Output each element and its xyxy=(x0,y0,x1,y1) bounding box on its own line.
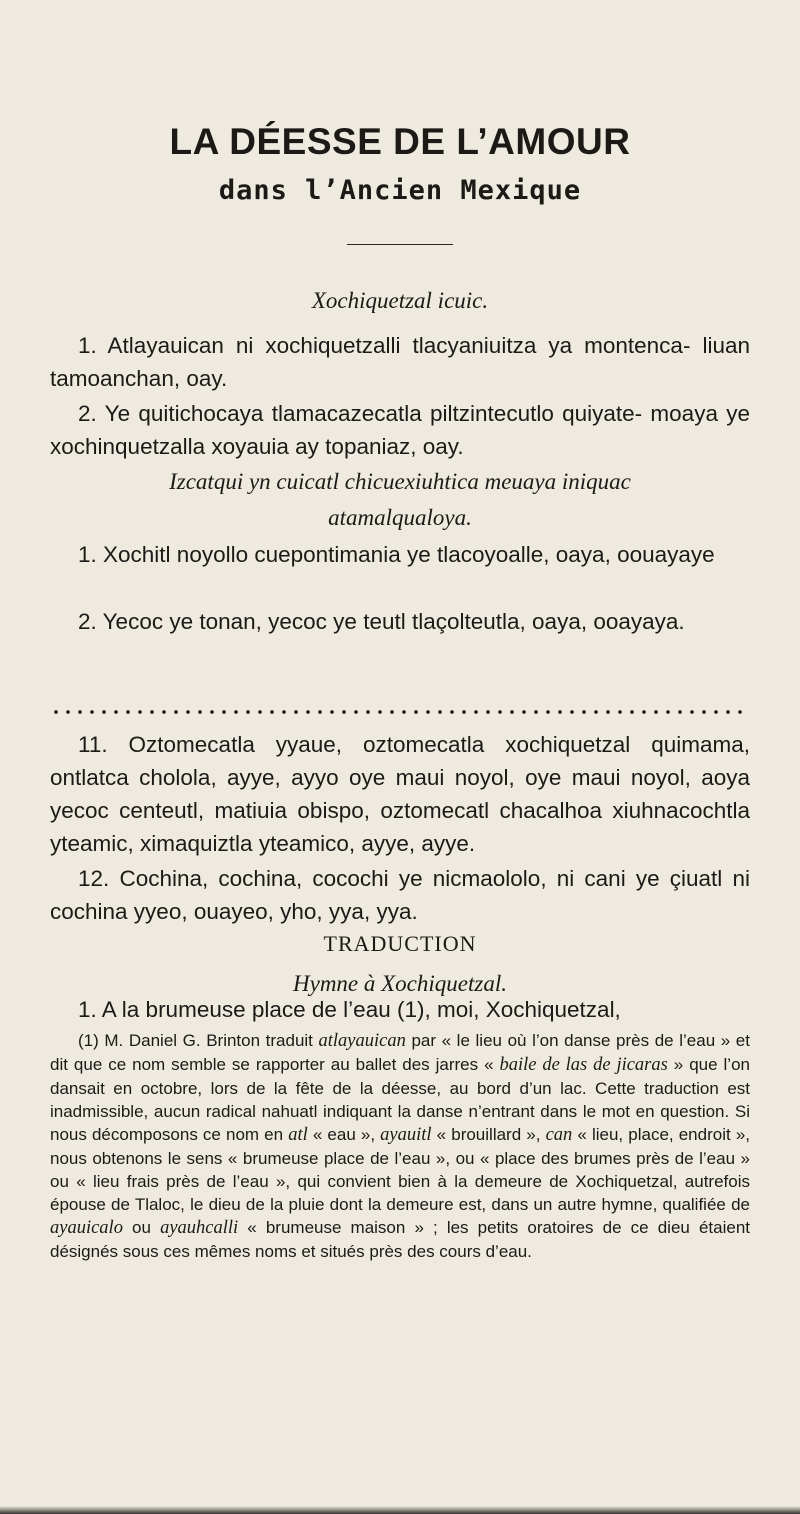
song-verse-12: 12. Cochina, cochina, cocochi ye nicmaololo, ni cani ye çiuatl ni cochina yyeo, ouayeo, yho, yya, yya. xyxy=(50,866,750,924)
title-rule xyxy=(347,244,453,245)
translation-heading: TRADUCTION xyxy=(323,931,477,956)
page-subtitle: dans l’Ancien Mexique xyxy=(218,175,582,206)
footnote-text: « brumeuse maison » ; les petits oratoires de ce dieu étaient désignés sous ces mêmes noms et situés près des cours d’eau. xyxy=(50,1218,750,1261)
footnote-text: « eau », xyxy=(307,1125,381,1144)
footnote-text: « brouillard », xyxy=(431,1125,546,1144)
footnote-text: » que l’on dansait en octobre, lors de la fête de la déesse, au bord d’un lac. Cette traduction est inadmissible, aucun radical nahuatl indiquant la danse n’entrant dans le mot en question. Si nous décomposons ce nom en xyxy=(50,1055,750,1144)
song-verse-1: 1. Xochitl noyollo cuepontimania ye tlacoyoalle, oaya, oouayaye xyxy=(78,542,715,567)
translation-title: Hymne à Xochiquetzal. xyxy=(293,971,507,996)
footnote-text: « lieu, place, endroit », nous obtenons le sens « brumeuse place de l’eau », ou « place des brumes près de l’eau » ou « lieu frais près de l’eau », qui convient bien à la demeure de Xochiquetzal, autrefois épouse de Tlaloc, le dieu de la pluie dont la demeure est, dans un autre hymne, qualifiée de xyxy=(50,1125,750,1214)
footnote-text: par « le lieu où l’on danse près de l’eau » et dit que ce nom semble se rapporter au ballet des jarres « xyxy=(50,1031,750,1074)
hymn-verse-2: 2. Ye quitichocaya tlamacazecatla piltzintecutlo quiyate- moaya ye xochinquetzalla xoyauia ay topaniaz, oay. xyxy=(50,401,750,459)
footnote-term: atlayauican xyxy=(318,1031,406,1051)
song-verse-2: 2. Yecoc ye tonan, yecoc ye teutl tlaçolteutla, oaya, ooayaya. xyxy=(78,609,685,634)
page-edge-shadow xyxy=(0,1506,800,1514)
song-heading: Izcatqui yn cuicatl chicuexiuhtica meuaya iniquac atamalqualoya. xyxy=(169,469,631,530)
footnote-term: ayauitl xyxy=(380,1125,432,1145)
page-title: LA DÉESSE DE L’AMOUR xyxy=(169,121,631,162)
song-verse-11: 11. Oztomecatla yyaue, oztomecatla xochiquetzal quimama, ontlatca cholola, ayye, ayyo oye maui noyol, oye maui noyol, aoya yecoc centeutl, matiuia obispo, oztomecatl chacalhoa xiuhnacochtla yteamic, ximaquiztla yteamico, ayye, ayye. xyxy=(50,732,750,856)
footnote-text: (1) M. Daniel G. Brinton traduit xyxy=(78,1031,319,1050)
footnote-text: ou xyxy=(122,1218,161,1237)
footnote xyxy=(50,1029,750,1263)
footnote-term: ayauhcalli xyxy=(160,1218,239,1238)
footnote-term: baile de las de jicaras xyxy=(499,1055,668,1075)
translation-verse-1: 1. A la brumeuse place de l’eau (1), moi, Xochiquetzal, xyxy=(78,997,621,1022)
footnote-term: ayauicalo xyxy=(50,1218,123,1238)
footnote-term: can xyxy=(545,1125,573,1145)
hymn-heading: Xochiquetzal icuic. xyxy=(311,288,489,313)
ellipsis-dots xyxy=(50,710,750,714)
hymn-verse-1: 1. Atlayauican ni xochiquetzalli tlacyaniuitza ya montenca- liuan tamoanchan, oay. xyxy=(50,333,750,391)
footnote-term: atl xyxy=(288,1125,308,1145)
